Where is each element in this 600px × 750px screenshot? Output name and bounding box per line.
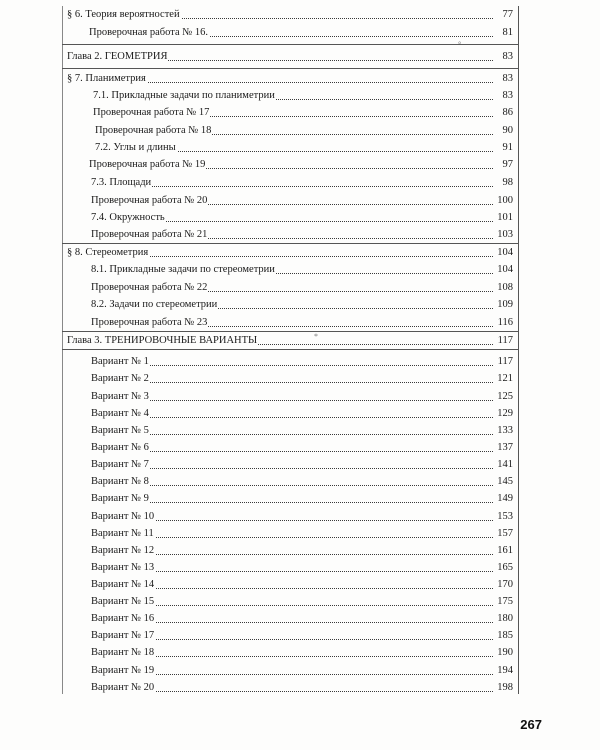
toc-entry[interactable] xyxy=(67,7,513,23)
toc-entry-page: 91 xyxy=(502,142,513,153)
toc-entry-title: Проверочная работа № 16. xyxy=(89,25,209,41)
dot-leader xyxy=(91,485,493,486)
toc-entry-title: Глава 3. ТРЕНИРОВОЧНЫЕ ВАРИАНТЫ xyxy=(67,333,258,349)
toc-entry-title: Вариант № 10 xyxy=(91,509,155,525)
toc-entry-page: 180 xyxy=(497,613,513,624)
toc-entry-title: Вариант № 6 xyxy=(91,440,150,456)
page-number: 267 xyxy=(520,717,542,732)
dot-leader xyxy=(91,502,493,503)
toc-entry[interactable] xyxy=(89,25,513,41)
toc-entry-page: 165 xyxy=(497,562,513,573)
toc-entry-page: 133 xyxy=(497,425,513,436)
dot-leader xyxy=(91,365,493,366)
toc-entry[interactable] xyxy=(91,262,513,278)
toc-entry-title: Вариант № 13 xyxy=(91,560,155,576)
toc-entry[interactable] xyxy=(95,123,513,139)
toc-entry[interactable] xyxy=(67,49,513,65)
toc-entry[interactable] xyxy=(91,315,513,331)
scan-speck: * xyxy=(314,332,318,341)
toc-entry-page: 194 xyxy=(497,665,513,676)
toc-entry-page: 149 xyxy=(497,493,513,504)
toc-entry-title: Вариант № 2 xyxy=(91,371,150,387)
toc-entry-title: 7.3. Площади xyxy=(91,175,152,191)
toc-entry-title: 7.1. Прикладные задачи по планиметрии xyxy=(93,88,276,104)
toc-entry-page: 104 xyxy=(497,264,513,275)
section-separator xyxy=(62,349,518,350)
toc-entry-page: 83 xyxy=(502,90,513,101)
toc-entry-page: 121 xyxy=(497,373,513,384)
toc-entry[interactable] xyxy=(91,389,513,405)
toc-entry[interactable] xyxy=(89,157,513,173)
toc-entry-title: Проверочная работа № 17 xyxy=(93,105,210,121)
toc-entry[interactable] xyxy=(91,491,513,507)
toc-entry[interactable] xyxy=(91,457,513,473)
toc-entry-page: 185 xyxy=(497,630,513,641)
toc-entry[interactable] xyxy=(91,175,513,191)
toc-entry[interactable] xyxy=(67,71,513,87)
toc-entry-title: 8.1. Прикладные задачи по стереометрии xyxy=(91,262,276,278)
toc-entry-page: 103 xyxy=(497,229,513,240)
toc-entry[interactable] xyxy=(91,509,513,525)
section-separator xyxy=(62,44,518,45)
toc-entry-title: Вариант № 16 xyxy=(91,611,155,627)
toc-entry-page: 117 xyxy=(497,335,513,346)
toc-entry-page: 86 xyxy=(502,107,513,118)
toc-entry-title: § 6. Теория вероятностей xyxy=(67,7,181,23)
toc-entry[interactable] xyxy=(91,440,513,456)
toc-entry[interactable] xyxy=(67,245,513,261)
toc-entry-title: Вариант № 12 xyxy=(91,543,155,559)
toc-entry-page: 137 xyxy=(497,442,513,453)
toc-entry-page: 157 xyxy=(497,528,513,539)
toc-entry-title: Вариант № 8 xyxy=(91,474,150,490)
toc-entry-page: 108 xyxy=(497,282,513,293)
toc-entry-title: Вариант № 1 xyxy=(91,354,150,370)
toc-entry[interactable] xyxy=(91,406,513,422)
toc-entry-page: 98 xyxy=(502,177,513,188)
toc-entry-title: Вариант № 3 xyxy=(91,389,150,405)
toc-entry-title: Вариант № 14 xyxy=(91,577,155,593)
toc-entry-page: 81 xyxy=(502,27,513,38)
toc-entry-page: 198 xyxy=(497,682,513,693)
toc-entry-page: 170 xyxy=(497,579,513,590)
toc-entry[interactable] xyxy=(91,645,513,661)
toc-entry-page: 116 xyxy=(497,317,513,328)
toc-entry-title: Проверочная работа № 20 xyxy=(91,193,208,209)
toc-entry-page: 90 xyxy=(502,125,513,136)
toc-entry-page: 101 xyxy=(497,212,513,223)
toc-entry-page: 104 xyxy=(497,247,513,258)
toc-entry-title: Проверочная работа № 21 xyxy=(91,227,208,243)
dot-leader xyxy=(91,468,493,469)
toc-entry-page: 161 xyxy=(497,545,513,556)
toc-entry-title: Вариант № 15 xyxy=(91,594,155,610)
toc-entry[interactable] xyxy=(91,354,513,370)
toc-entry[interactable] xyxy=(91,423,513,439)
toc-entry-title: Вариант № 5 xyxy=(91,423,150,439)
section-separator xyxy=(62,243,518,244)
toc-entry-title: § 8. Стереометрия xyxy=(67,245,149,261)
toc-entry-page: 145 xyxy=(497,476,513,487)
toc-entry-page: 129 xyxy=(497,408,513,419)
toc-entry-page: 100 xyxy=(497,195,513,206)
dot-leader xyxy=(91,382,493,383)
toc-entry[interactable] xyxy=(91,193,513,209)
toc-entry[interactable] xyxy=(91,611,513,627)
toc-entry-page: 117 xyxy=(497,356,513,367)
toc-entry-title: 7.4. Окружность xyxy=(91,210,166,226)
toc-entry-title: Вариант № 20 xyxy=(91,680,155,696)
toc-entry-page: 141 xyxy=(497,459,513,470)
toc-entry-title: Вариант № 17 xyxy=(91,628,155,644)
toc-entry-page: 97 xyxy=(502,159,513,170)
toc-entry-title: Глава 2. ГЕОМЕТРИЯ xyxy=(67,49,168,65)
toc-entry-page: 109 xyxy=(497,299,513,310)
toc-entry[interactable] xyxy=(91,297,513,313)
toc-entry[interactable] xyxy=(91,628,513,644)
toc-entry[interactable] xyxy=(93,105,513,121)
toc-entry-title: Проверочная работа № 18 xyxy=(95,123,212,139)
dot-leader xyxy=(91,417,493,418)
dot-leader xyxy=(91,451,493,452)
toc-entry-page: 190 xyxy=(497,647,513,658)
toc-entry-title: Проверочная работа № 23 xyxy=(91,315,208,331)
toc-entry-title: Вариант № 4 xyxy=(91,406,150,422)
toc-entry-page: 83 xyxy=(502,73,513,84)
scan-speck: ° xyxy=(458,40,462,49)
toc-entry[interactable] xyxy=(91,526,513,542)
toc-entry-page: 77 xyxy=(502,9,513,20)
toc-entry[interactable] xyxy=(93,88,513,104)
toc-entry-page: 83 xyxy=(502,51,513,62)
toc-entry-title: Вариант № 19 xyxy=(91,663,155,679)
toc-entry[interactable] xyxy=(91,474,513,490)
dot-leader xyxy=(91,434,493,435)
toc-entry[interactable] xyxy=(95,140,513,156)
toc-entry[interactable] xyxy=(91,560,513,576)
toc-entry-title: Вариант № 11 xyxy=(91,526,155,542)
toc-entry-title: Проверочная работа № 22 xyxy=(91,280,208,296)
toc-entry-page: 175 xyxy=(497,596,513,607)
toc-entry-title: 7.2. Углы и длины xyxy=(95,140,177,156)
toc-entry-title: Проверочная работа № 19 xyxy=(89,157,206,173)
toc-entry[interactable] xyxy=(91,577,513,593)
table-left-border xyxy=(62,6,63,694)
section-separator xyxy=(62,68,518,69)
toc-entry-page: 153 xyxy=(497,511,513,522)
toc-entry[interactable] xyxy=(91,227,513,243)
toc-entry[interactable] xyxy=(91,543,513,559)
toc-entry-title: Вариант № 7 xyxy=(91,457,150,473)
page-column-divider xyxy=(518,6,519,694)
toc-entry[interactable] xyxy=(91,680,513,696)
toc-entry[interactable] xyxy=(91,663,513,679)
toc-entry-title: Вариант № 18 xyxy=(91,645,155,661)
toc-entry[interactable] xyxy=(91,594,513,610)
toc-entry[interactable] xyxy=(91,280,513,296)
dot-leader xyxy=(91,400,493,401)
toc-entry-title: 8.2. Задачи по стереометрии xyxy=(91,297,218,313)
toc-entry-title: § 7. Планиметрия xyxy=(67,71,147,87)
toc-entry[interactable] xyxy=(91,371,513,387)
section-separator xyxy=(62,331,518,332)
toc-entry[interactable] xyxy=(91,210,513,226)
toc-entry[interactable] xyxy=(67,333,513,349)
toc-entry-title: Вариант № 9 xyxy=(91,491,150,507)
toc-entry-page: 125 xyxy=(497,391,513,402)
